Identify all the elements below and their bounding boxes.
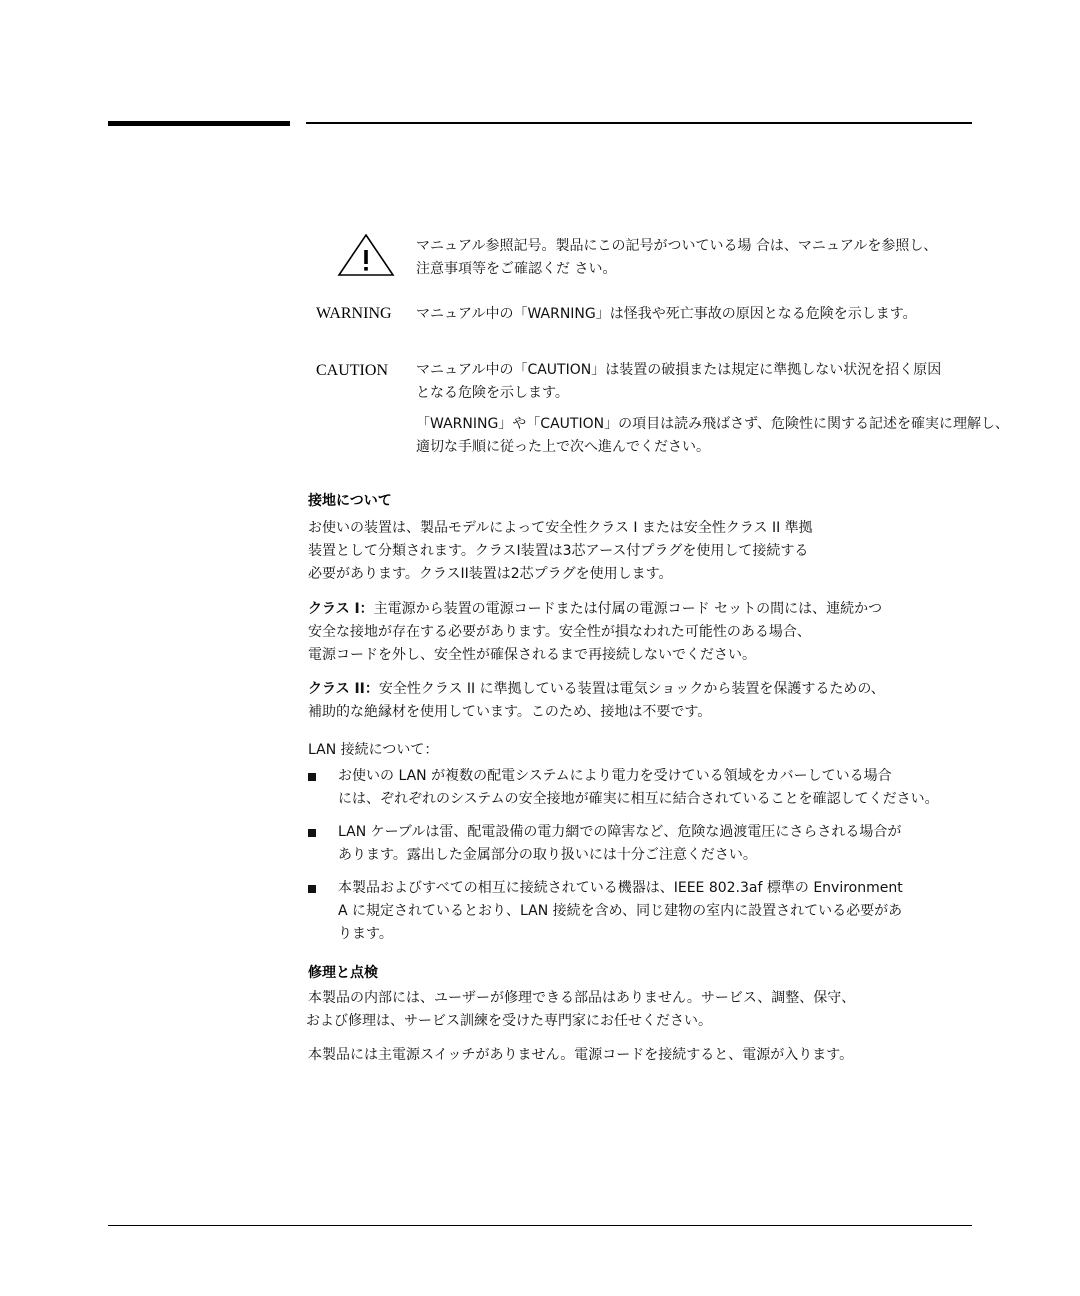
caution-label: CAUTION xyxy=(316,362,388,379)
warning-text: マニュアル中の「WARNING」は怪我や死亡事故の原因となる危険を示します。 xyxy=(416,306,917,322)
footer-rule xyxy=(108,1225,972,1226)
repair-p1-line2: および修理は、サービス訓練を受けた専門家にお任せください。 xyxy=(306,1013,712,1029)
lan-item3-line3: ります。 xyxy=(338,926,393,942)
caution-text-line2: となる危険を示します。 xyxy=(416,385,569,401)
class2-label: クラス II： xyxy=(308,681,379,697)
bullet-icon xyxy=(308,773,316,781)
header-rule-thick xyxy=(108,121,290,126)
class1-line1 xyxy=(308,598,882,621)
manual-symbol-text-line2: 注意事項等をご確認くだ さい。 xyxy=(416,261,617,277)
header-rule-thin xyxy=(306,122,972,124)
class1-label: クラス I： xyxy=(308,601,374,617)
lan-item2-line2: あります。露出した金属部分の取り扱いには十分ご注意ください。 xyxy=(338,847,757,863)
lan-item2-line1: LAN ケーブルは雷、配電設備の電力網での障害など、危険な過渡電圧にさらされる場合が xyxy=(338,824,902,840)
note-text-line1: 「WARNING」や「CAUTION」の項目は読み飛ばさず、危険性に関する記述を確実に理解し、 xyxy=(416,416,1009,432)
warning-triangle-icon xyxy=(337,233,395,277)
grounding-p1-line2: 装置として分類されます。クラスI装置は3芯アース付プラグを使用して接続する xyxy=(308,543,809,559)
lan-heading: LAN 接続について： xyxy=(308,742,439,758)
manual-symbol-text-line1: マニュアル参照記号。製品にこの記号がついている場 合は、マニュアルを参照し、 xyxy=(416,238,938,254)
lan-item1-line2: には、ぞれぞれのシステムの安全接地が確実に相互に結合されていることを確認してください。 xyxy=(338,791,939,807)
repair-heading: 修理と点検 xyxy=(308,965,378,981)
lan-item3-line1: 本製品およびすべての相互に接続されている機器は、IEEE 802.3af 標準の Environment xyxy=(338,880,903,896)
class2-line1 xyxy=(308,678,885,701)
lan-item1-line1: お使いの LAN が複数の配電システムにより電力を受けている領域をカバーしている場合 xyxy=(338,768,892,784)
note-text-line2: 適切な手順に従った上で次へ進んでください。 xyxy=(416,439,710,455)
warning-label: WARNING xyxy=(316,305,392,322)
bullet-icon xyxy=(308,885,316,893)
class2-text: 安全性クラス II に準拠している装置は電気ショックから装置を保護するための、 xyxy=(378,681,885,697)
repair-p1-line1: 本製品の内部には、ユーザーが修理できる部品はありません。サービス、調整、保守、 xyxy=(308,990,856,1006)
grounding-p1-line1: お使いの装置は、製品モデルによって安全性クラス I または安全性クラス II 準拠 xyxy=(308,520,813,536)
lan-item3-line2: A に規定されているとおり、LAN 接続を含め、同じ建物の室内に設置されている必要があ xyxy=(338,903,903,919)
class1-line2: 安全な接地が存在する必要があります。安全性が損なわれた可能性のある場合、 xyxy=(308,624,811,640)
class1-line3: 電源コードを外し、安全性が確保されるまで再接続しないでください。 xyxy=(308,647,756,663)
grounding-heading: 接地について xyxy=(308,493,392,509)
grounding-p1-line3: 必要があります。クラスII装置は2芯プラグを使用します。 xyxy=(308,566,673,582)
bullet-icon xyxy=(308,829,316,837)
caution-text-line1: マニュアル中の「CAUTION」は装置の破損または規定に準拠しない状況を招く原因 xyxy=(416,362,942,378)
class1-text: 主電源から装置の電源コードまたは付属の電源コード セットの間には、連続かつ xyxy=(373,601,883,617)
class2-line2: 補助的な絶縁材を使用しています。このため、接地は不要です。 xyxy=(308,704,712,720)
repair-p2: 本製品には主電源スイッチがありません。電源コードを接続すると、電源が入ります。 xyxy=(308,1047,854,1063)
